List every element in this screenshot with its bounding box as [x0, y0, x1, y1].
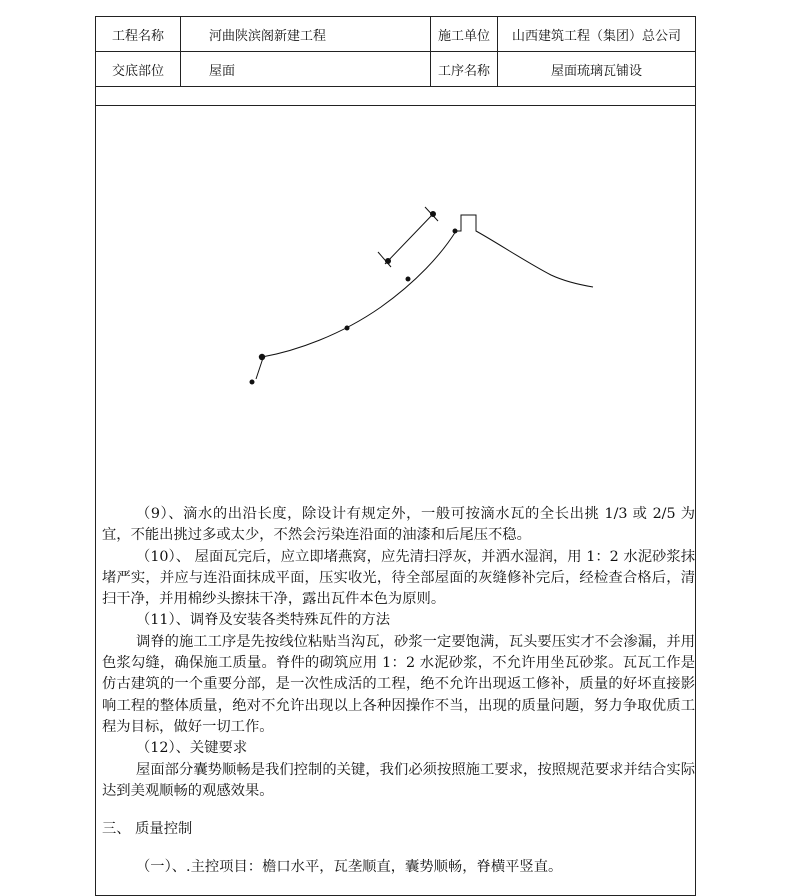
handover-part-label: 交底部位: [96, 52, 181, 87]
body-text: [102, 504, 695, 879]
quality-item-1: （一）、.主控项目：檐口水平，瓦垄顺直，囊势顺畅，脊横平竖直。: [136, 859, 563, 876]
paragraph-12-title: （12）、关键要求: [136, 740, 248, 757]
eave-tick: [256, 358, 263, 379]
paragraph-11-body: 调脊的施工工序是先按线位粘贴当沟瓦，砂浆一定要饱满，瓦头要压实才不会渗漏，并用色浆勾缝，确保施工质量。脊件的砌筑应用 1：2 水泥砂浆，不允许用坐瓦砂浆。瓦瓦工作是仿古建筑的一个重要分部，是一次性成活的工程，绝不允许出现返工修补，质量的好坏直接影响工程的整体质量，绝对不允许出现以上各种因操作不当，出现的质量问题，努力争取优质工程为目标，做好一切工作。: [102, 633, 695, 735]
node-eave: [259, 354, 265, 360]
construction-unit-value: 山西建筑工程（集团）总公司: [498, 17, 696, 52]
paragraph-9: （9）、滴水的出沿长度，除设计有规定外，一般可按滴水瓦的全长出挑 1/3 或 2/5 为宜，不能出挑过多或太少，不然会污染连沿面的油漆和后尾压不稳。: [102, 506, 695, 544]
node-upper: [453, 229, 458, 234]
node-eave-low: [250, 380, 255, 385]
node-mid-1: [345, 326, 350, 331]
roof-ridge: [456, 215, 593, 287]
paragraph-11-title: （11）、调脊及安装各类特殊瓦件的方法: [136, 612, 391, 629]
project-name-value: 河曲陕滨阁新建工程: [181, 17, 431, 52]
leader-line-top: [385, 213, 434, 264]
paragraph-12-body: 屋面部分囊势顺畅是我们控制的关键，我们必须按照施工要求，按照规范要求并结合实际达到美观顺畅的观感效果。: [102, 761, 695, 799]
process-name-value: 屋面琉璃瓦铺设: [498, 52, 696, 87]
process-name-label: 工序名称: [431, 52, 498, 87]
handover-part-value: 屋面: [181, 52, 431, 87]
construction-unit-label: 施工单位: [431, 17, 498, 52]
node-leader-top: [430, 211, 436, 217]
node-mid-2: [406, 277, 411, 282]
section-3-heading: 三、 质量控制: [102, 821, 193, 838]
document-frame: [95, 16, 696, 896]
node-leader-bottom: [385, 258, 391, 264]
project-name-label: 工程名称: [96, 17, 181, 52]
roof-profile-drawing: [96, 17, 695, 497]
roof-curve-left: [262, 231, 456, 357]
paragraph-10: （10）、 屋面瓦完后，应立即堵燕窝，应先清扫浮灰，并洒水湿润，用 1：2 水泥砂浆抹堵严实，并应与连沿面抹成平面，压实收光，待全部屋面的灰缝修补完后，经检查合格后，清扫干净，并用棉纱头擦抹干净，露出瓦件本色为原则。: [102, 548, 695, 608]
